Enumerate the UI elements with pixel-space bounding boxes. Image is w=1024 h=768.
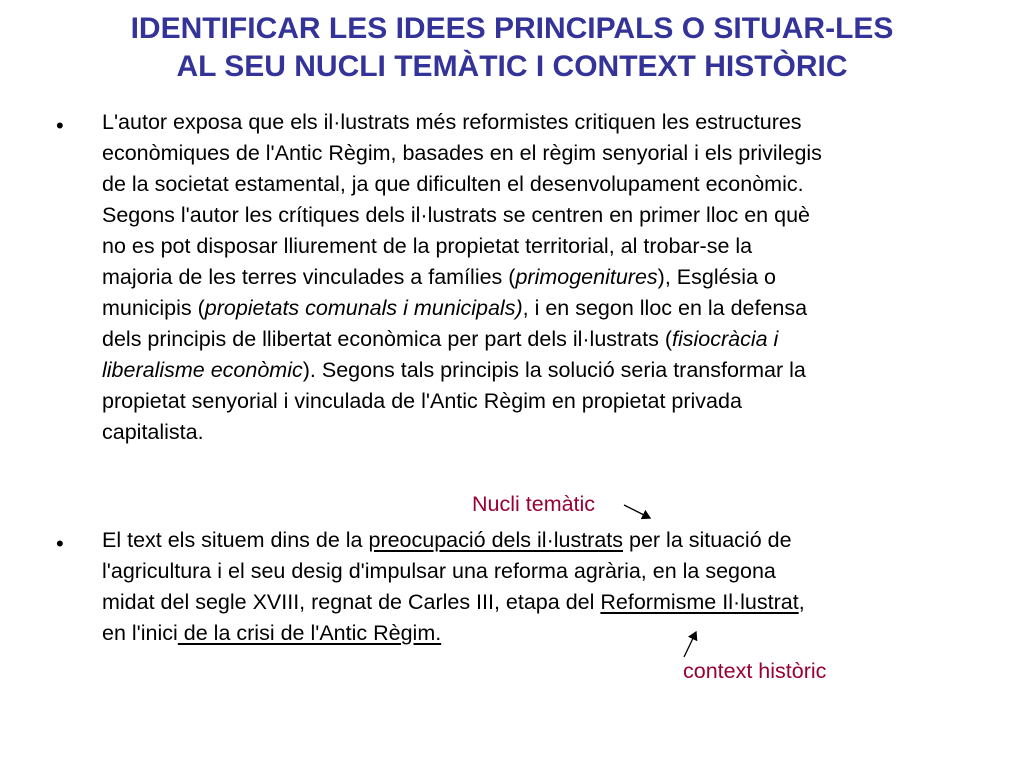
- paragraph-line: Segons l'autor les crítiques dels il·lustrats se centren en primer lloc en què: [102, 203, 810, 227]
- annotation-nucli-tematic: Nucli temàtic: [472, 492, 596, 516]
- text-run: en l'inici: [102, 621, 178, 645]
- paragraph-line: l'agricultura i el seu desig d'impulsar una reforma agrària, en la segona: [102, 559, 776, 583]
- italic-term: primogenitures: [515, 265, 658, 289]
- text-run: per la situació de: [623, 528, 792, 552]
- text-run: majoria de les terres vinculades a famílies (: [102, 265, 516, 289]
- annotation-context-historic: context històric: [683, 659, 827, 683]
- text-run: municipis (: [102, 296, 205, 320]
- paragraph-line: no es pot disposar lliurement de la propietat territorial, al trobar-se la: [102, 234, 753, 258]
- paragraph-line: L'autor exposa que els il·lustrats més reformistes critiquen les estructures: [102, 110, 802, 134]
- underlined-term-crisi: de la crisi de l'Antic Règim.: [177, 621, 442, 645]
- paragraph-line: de la societat estamental, ja que dificulten el desenvolupament econòmic.: [102, 172, 804, 196]
- italic-term: liberalisme econòmic: [102, 358, 303, 382]
- text-run: ). Segons tals principis la solució seria transformar la: [302, 358, 806, 382]
- arrow-to-nucli: [624, 505, 650, 518]
- text-run: midat del segle XVIII, regnat de Carles III, etapa del: [102, 590, 601, 614]
- bullet-marker-2: •: [56, 531, 64, 556]
- paragraph-line: propietat senyorial i vinculada de l'Antic Règim en propietat privada: [102, 389, 742, 413]
- paragraph-line: econòmiques de l'Antic Règim, basades en el règim senyorial i els privilegis: [102, 141, 822, 165]
- text-run: , i en segon lloc en la defensa: [522, 296, 808, 320]
- text-run: ), Església o: [657, 265, 776, 289]
- text-run: dels principis de llibertat econòmica per part dels il·lustrats (: [102, 327, 672, 351]
- italic-term: propietats comunals i municipals): [204, 296, 523, 320]
- bullet-marker-1: •: [56, 113, 64, 138]
- text-run: ,: [798, 590, 805, 614]
- italic-term: fisiocràcia i: [672, 327, 779, 351]
- text-run: El text els situem dins de la: [102, 528, 369, 552]
- arrow-to-context: [684, 632, 696, 657]
- underlined-term-nucli: preocupació dels il·lustrats: [368, 528, 624, 552]
- paragraph-line: capitalista.: [102, 420, 204, 444]
- slide-title-line-1: IDENTIFICAR LES IDEES PRINCIPALS O SITUAR-LES: [130, 12, 894, 45]
- underlined-term-context: Reformisme Il·lustrat: [600, 590, 799, 614]
- slide-title-line-2: AL SEU NUCLI TEMÀTIC I CONTEXT HISTÒRIC: [176, 50, 848, 83]
